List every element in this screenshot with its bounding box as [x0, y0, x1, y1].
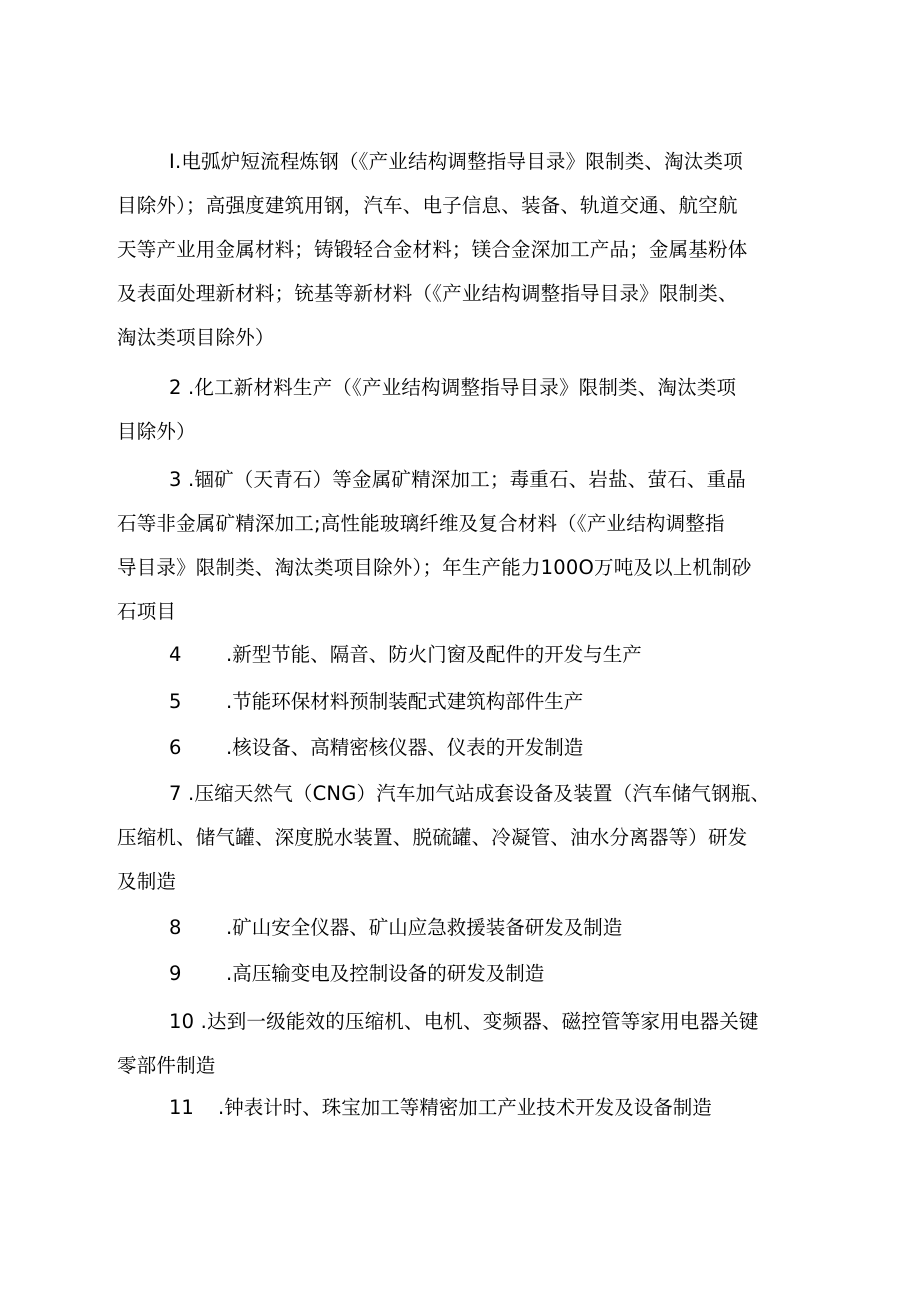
item-number: 8: [169, 916, 182, 939]
list-item-6: [117, 726, 817, 770]
numbered-line: [117, 633, 817, 677]
item-text: .新型节能、隔音、防火门窗及配件的开发与生产: [226, 643, 642, 666]
text-line: 目除外）；高强度建筑用钢，汽车、电子信息、装备、轨道交通、航空航: [117, 194, 738, 217]
item-number: 5: [169, 690, 182, 713]
numbered-line: [117, 680, 817, 724]
text-line: 淘汰类项目除外）: [117, 326, 275, 349]
list-item-3: [117, 458, 817, 634]
text-line: 2 .化工新材料生产（《产业结构调整指导目录》限制类、淘汰类项: [169, 376, 737, 399]
numbered-line: [117, 1086, 817, 1130]
list-item-4: [117, 633, 817, 677]
list-item-2: [117, 366, 817, 454]
item-number: 9: [169, 962, 182, 985]
numbered-line: [117, 952, 817, 996]
list-item-7: [117, 772, 817, 904]
item-text: .高压输变电及控制设备的研发及制造: [226, 962, 545, 985]
item-text: .节能环保材料预制装配式建筑构部件生产: [226, 690, 584, 713]
text-line: 3 .锢矿（天青石）等金属矿精深加工；毒重石、岩盐、萤石、重晶: [169, 468, 747, 491]
item-text: .钟表计时、珠宝加工等精密加工产业技术开发及设备制造: [218, 1096, 712, 1119]
list-item-10: [117, 1000, 817, 1088]
text-line: 10 .达到一级能效的压缩机、电机、变频器、磁控管等家用电器关键: [169, 1010, 759, 1033]
item-number: 6: [169, 736, 182, 759]
item-number: 4: [169, 643, 182, 666]
item-number: 11: [169, 1096, 194, 1119]
text-line: 天等产业用金属材料；铸锻轻合金材料；镁合金深加工产品；金属基粉体: [117, 238, 748, 261]
numbered-line: [117, 906, 817, 950]
numbered-line: [117, 726, 817, 770]
text-line: 石项目: [117, 600, 177, 623]
text-line: 及表面处理新材料；铳基等新材料（《产业结构调整指导目录》限制类、: [117, 282, 738, 305]
list-item-11: [117, 1086, 817, 1130]
text-line: 压缩机、储气罐、深度脱水装置、脱硫罐、冷凝管、油水分离器等）研发: [117, 826, 748, 849]
text-line: 及制造: [117, 870, 177, 893]
item-text: .矿山安全仪器、矿山应急救援装备研发及制造: [226, 916, 623, 939]
list-item-5: [117, 680, 817, 724]
list-item-9: [117, 952, 817, 996]
text-line: 零部件制造: [117, 1054, 216, 1077]
text-line: I.电弧炉短流程炼钢（《产业结构调整指导目录》限制类、淘汰类项: [169, 150, 743, 173]
item-text: .核设备、高精密核仪器、仪表的开发制造: [226, 736, 584, 759]
text-line: 石等非金属矿精深加工;高性能玻璃纤维及复合材料（《产业结构调整指: [117, 512, 725, 535]
text-line: 7 .压缩天然气（CNG）汽车加气站成套设备及装置（汽车储气钢瓶、: [169, 782, 771, 805]
text-line: 目除外）: [117, 420, 196, 443]
list-item-1: [117, 140, 817, 360]
list-item-8: [117, 906, 817, 950]
text-line: 导目录》限制类、淘汰类项目除外）；年生产能力100O万吨及以上机制砂: [117, 556, 752, 579]
